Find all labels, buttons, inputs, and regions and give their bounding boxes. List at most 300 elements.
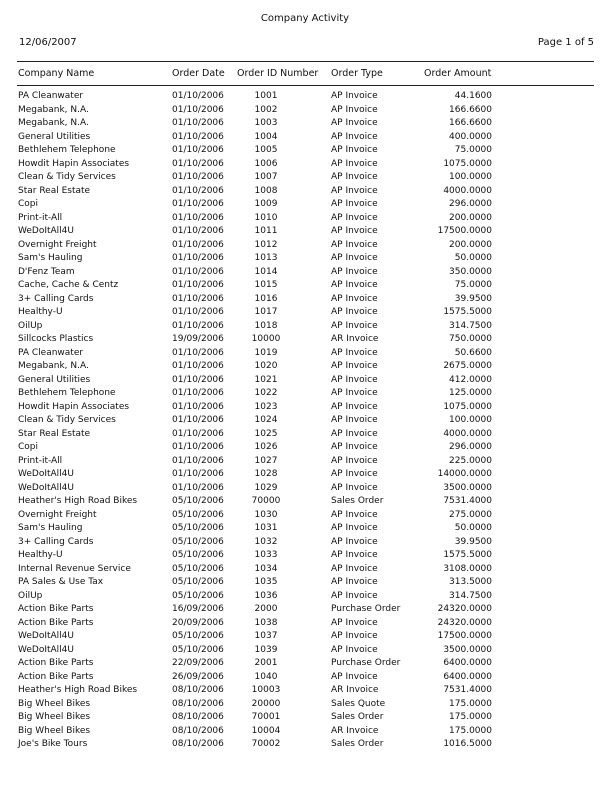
order-type-cell: AP Invoice bbox=[331, 172, 378, 182]
order-amount-cell: 3500.0000 bbox=[443, 644, 492, 655]
company-name-cell: Sam's Hauling bbox=[18, 523, 83, 533]
order-type-cell: AP Invoice bbox=[331, 266, 378, 277]
order-type-cell: AR Invoice bbox=[331, 725, 379, 736]
order-type-cell: AP Invoice bbox=[331, 536, 378, 547]
table-row bbox=[0, 347, 610, 361]
company-name-cell: Copi bbox=[18, 199, 39, 209]
company-name-cell: Bethlehem Telephone bbox=[18, 388, 116, 398]
order-date-cell: 01/10/2006 bbox=[172, 442, 224, 452]
table-row bbox=[0, 630, 610, 644]
company-name-cell: Clean & Tidy Services bbox=[18, 415, 116, 425]
order-date-cell: 01/10/2006 bbox=[172, 428, 224, 439]
order-date-cell: 08/10/2006 bbox=[172, 739, 224, 749]
order-date-cell: 01/10/2006 bbox=[172, 415, 224, 425]
table-row bbox=[0, 266, 610, 280]
company-name-cell: Joe's Bike Tours bbox=[18, 739, 88, 749]
order-amount-cell: 350.0000 bbox=[449, 266, 492, 277]
table-row bbox=[0, 711, 610, 725]
table-row bbox=[0, 117, 610, 131]
order-id-cell: 70000 bbox=[251, 496, 281, 506]
table-row bbox=[0, 617, 610, 631]
order-amount-cell: 100.0000 bbox=[449, 415, 492, 425]
order-date-cell: 01/10/2006 bbox=[172, 118, 224, 128]
order-date-cell: 01/10/2006 bbox=[172, 172, 224, 182]
table-row bbox=[0, 90, 610, 104]
order-id-cell: 1027 bbox=[254, 455, 278, 466]
order-id-cell: 1036 bbox=[254, 590, 278, 601]
order-amount-cell: 1075.0000 bbox=[443, 158, 492, 169]
order-id-cell: 1017 bbox=[254, 307, 278, 317]
company-name-cell: Big Wheel Bikes bbox=[18, 725, 91, 736]
table-row bbox=[0, 293, 610, 307]
order-amount-cell: 200.0000 bbox=[449, 212, 492, 223]
order-type-cell: AP Invoice bbox=[331, 631, 378, 641]
column-header-order-id: Order ID Number bbox=[237, 68, 319, 79]
order-type-cell: AP Invoice bbox=[331, 199, 378, 209]
order-id-cell: 2000 bbox=[254, 604, 278, 614]
order-amount-cell: 7531.4000 bbox=[443, 685, 492, 695]
order-id-cell: 1037 bbox=[254, 631, 278, 641]
column-header-order-amount: Order Amount bbox=[424, 68, 492, 79]
order-type-cell: AP Invoice bbox=[331, 523, 378, 533]
company-name-cell: Star Real Estate bbox=[18, 185, 91, 196]
company-name-cell: Overnight Freight bbox=[18, 509, 97, 520]
order-type-cell: AP Invoice bbox=[331, 469, 378, 479]
order-type-cell: AP Invoice bbox=[331, 509, 378, 520]
company-name-cell: Heather's High Road Bikes bbox=[18, 496, 138, 506]
table-row bbox=[0, 171, 610, 185]
order-date-cell: 01/10/2006 bbox=[172, 226, 224, 236]
order-type-cell: AP Invoice bbox=[331, 361, 378, 371]
order-amount-cell: 314.7500 bbox=[449, 320, 492, 331]
table-row bbox=[0, 563, 610, 577]
company-name-cell: Healthy-U bbox=[18, 307, 63, 317]
order-id-cell: 1005 bbox=[254, 145, 278, 155]
company-name-cell: WeDoItAll4U bbox=[18, 482, 74, 493]
table-row bbox=[0, 320, 610, 334]
table-row bbox=[0, 360, 610, 374]
company-name-cell: Clean & Tidy Services bbox=[18, 172, 116, 182]
order-amount-cell: 50.6600 bbox=[454, 347, 492, 358]
order-date-cell: 01/10/2006 bbox=[172, 199, 224, 209]
order-amount-cell: 50.0000 bbox=[454, 253, 492, 263]
table-row bbox=[0, 698, 610, 712]
order-id-cell: 1024 bbox=[254, 415, 278, 425]
order-type-cell: AP Invoice bbox=[331, 442, 378, 452]
order-type-cell: AP Invoice bbox=[331, 455, 378, 466]
order-amount-cell: 6400.0000 bbox=[443, 671, 492, 682]
order-date-cell: 05/10/2006 bbox=[172, 631, 224, 641]
order-date-cell: 01/10/2006 bbox=[172, 253, 224, 263]
order-amount-cell: 24320.0000 bbox=[437, 604, 492, 614]
order-amount-cell: 296.0000 bbox=[449, 199, 492, 209]
order-id-cell: 1034 bbox=[254, 563, 278, 574]
order-amount-cell: 75.0000 bbox=[454, 280, 492, 290]
order-date-cell: 05/10/2006 bbox=[172, 536, 224, 547]
order-id-cell: 1038 bbox=[254, 617, 278, 628]
table-row bbox=[0, 225, 610, 239]
page-indicator: Page 1 of 5 bbox=[537, 37, 594, 48]
order-id-cell: 10000 bbox=[251, 334, 281, 344]
table-row bbox=[0, 549, 610, 563]
order-date-cell: 05/10/2006 bbox=[172, 577, 224, 587]
top-divider bbox=[17, 61, 594, 62]
report-table-body bbox=[0, 90, 610, 752]
order-type-cell: Sales Order bbox=[331, 712, 384, 722]
table-row bbox=[0, 374, 610, 388]
order-id-cell: 1039 bbox=[254, 644, 278, 655]
order-date-cell: 05/10/2006 bbox=[172, 563, 224, 574]
order-id-cell: 1011 bbox=[254, 226, 278, 236]
order-amount-cell: 175.0000 bbox=[449, 725, 492, 736]
order-date-cell: 01/10/2006 bbox=[172, 374, 224, 385]
order-id-cell: 1006 bbox=[254, 158, 278, 169]
company-name-cell: Megabank, N.A. bbox=[18, 118, 89, 128]
table-row bbox=[0, 131, 610, 145]
order-date-cell: 01/10/2006 bbox=[172, 455, 224, 466]
order-type-cell: AP Invoice bbox=[331, 590, 378, 601]
order-date-cell: 05/10/2006 bbox=[172, 523, 224, 533]
order-id-cell: 1013 bbox=[254, 253, 278, 263]
table-row bbox=[0, 576, 610, 590]
company-name-cell: Cache, Cache & Centz bbox=[18, 280, 119, 290]
order-id-cell: 1007 bbox=[254, 172, 278, 182]
order-type-cell: AR Invoice bbox=[331, 334, 379, 344]
table-row bbox=[0, 536, 610, 550]
order-amount-cell: 6400.0000 bbox=[443, 658, 492, 668]
table-row bbox=[0, 657, 610, 671]
order-date-cell: 01/10/2006 bbox=[172, 280, 224, 290]
order-id-cell: 20000 bbox=[251, 698, 281, 709]
order-amount-cell: 1016.5000 bbox=[443, 739, 492, 749]
company-name-cell: Bethlehem Telephone bbox=[18, 145, 116, 155]
order-date-cell: 08/10/2006 bbox=[172, 725, 224, 736]
order-id-cell: 1029 bbox=[254, 482, 278, 493]
table-row bbox=[0, 482, 610, 496]
table-row bbox=[0, 252, 610, 266]
table-row bbox=[0, 333, 610, 347]
company-name-cell: Print-it-All bbox=[18, 455, 63, 466]
order-type-cell: AP Invoice bbox=[331, 104, 378, 115]
order-id-cell: 1018 bbox=[254, 320, 278, 331]
order-date-cell: 01/10/2006 bbox=[172, 361, 224, 371]
order-amount-cell: 314.7500 bbox=[449, 590, 492, 601]
order-type-cell: Purchase Order bbox=[331, 658, 401, 668]
table-row bbox=[0, 158, 610, 172]
order-amount-cell: 412.0000 bbox=[449, 374, 492, 385]
order-type-cell: AP Invoice bbox=[331, 118, 378, 128]
company-name-cell: Megabank, N.A. bbox=[18, 361, 89, 371]
order-type-cell: Sales Quote bbox=[331, 698, 386, 709]
order-type-cell: AP Invoice bbox=[331, 293, 378, 304]
order-date-cell: 01/10/2006 bbox=[172, 104, 224, 115]
order-amount-cell: 14000.0000 bbox=[437, 469, 492, 479]
order-id-cell: 2001 bbox=[254, 658, 278, 668]
order-id-cell: 1008 bbox=[254, 185, 278, 196]
company-name-cell: Action Bike Parts bbox=[18, 671, 94, 682]
company-name-cell: 3+ Calling Cards bbox=[18, 293, 94, 304]
order-id-cell: 70001 bbox=[251, 712, 281, 722]
order-date-cell: 01/10/2006 bbox=[172, 469, 224, 479]
order-date-cell: 01/10/2006 bbox=[172, 401, 224, 412]
order-type-cell: AP Invoice bbox=[331, 226, 378, 236]
order-date-cell: 01/10/2006 bbox=[172, 307, 224, 317]
table-row bbox=[0, 671, 610, 685]
table-row bbox=[0, 644, 610, 658]
company-name-cell: PA Cleanwater bbox=[18, 347, 84, 358]
order-type-cell: AP Invoice bbox=[331, 644, 378, 655]
order-id-cell: 1026 bbox=[254, 442, 278, 452]
order-date-cell: 01/10/2006 bbox=[172, 131, 224, 142]
order-id-cell: 1040 bbox=[254, 671, 278, 682]
order-date-cell: 19/09/2006 bbox=[172, 334, 224, 344]
order-id-cell: 1022 bbox=[254, 388, 278, 398]
order-date-cell: 05/10/2006 bbox=[172, 550, 224, 560]
company-name-cell: Megabank, N.A. bbox=[18, 104, 89, 115]
order-id-cell: 1028 bbox=[254, 469, 278, 479]
order-type-cell: AP Invoice bbox=[331, 131, 378, 142]
table-row bbox=[0, 603, 610, 617]
company-name-cell: Howdit Hapin Associates bbox=[18, 401, 130, 412]
order-amount-cell: 175.0000 bbox=[449, 698, 492, 709]
order-type-cell: AR Invoice bbox=[331, 685, 379, 695]
order-amount-cell: 100.0000 bbox=[449, 172, 492, 182]
table-row bbox=[0, 455, 610, 469]
order-date-cell: 20/09/2006 bbox=[172, 617, 224, 628]
column-header-order-type: Order Type bbox=[331, 68, 383, 79]
company-name-cell: General Utilities bbox=[18, 374, 91, 385]
order-amount-cell: 275.0000 bbox=[449, 509, 492, 520]
company-name-cell: OilUp bbox=[18, 590, 43, 601]
company-name-cell: PA Sales & Use Tax bbox=[18, 577, 104, 587]
order-id-cell: 1010 bbox=[254, 212, 278, 223]
order-type-cell: AP Invoice bbox=[331, 91, 378, 101]
order-amount-cell: 3108.0000 bbox=[443, 563, 492, 574]
order-date-cell: 08/10/2006 bbox=[172, 698, 224, 709]
order-date-cell: 01/10/2006 bbox=[172, 91, 224, 101]
order-date-cell: 05/10/2006 bbox=[172, 644, 224, 655]
order-date-cell: 01/10/2006 bbox=[172, 482, 224, 493]
column-header-order-date: Order Date bbox=[172, 68, 225, 79]
order-id-cell: 1031 bbox=[254, 523, 278, 533]
order-id-cell: 1021 bbox=[254, 374, 278, 385]
company-name-cell: Sillcocks Plastics bbox=[18, 334, 94, 344]
order-id-cell: 70002 bbox=[251, 739, 281, 749]
order-id-cell: 1002 bbox=[254, 104, 278, 115]
order-id-cell: 1023 bbox=[254, 401, 278, 412]
order-date-cell: 01/10/2006 bbox=[172, 266, 224, 277]
order-amount-cell: 313.5000 bbox=[449, 577, 492, 587]
order-amount-cell: 4000.0000 bbox=[443, 185, 492, 196]
order-amount-cell: 166.6600 bbox=[449, 104, 492, 115]
table-row bbox=[0, 279, 610, 293]
order-type-cell: Sales Order bbox=[331, 496, 384, 506]
order-id-cell: 1004 bbox=[254, 131, 278, 142]
company-name-cell: Heather's High Road Bikes bbox=[18, 685, 138, 695]
order-amount-cell: 50.0000 bbox=[454, 523, 492, 533]
order-id-cell: 1015 bbox=[254, 280, 278, 290]
order-type-cell: AP Invoice bbox=[331, 617, 378, 628]
order-id-cell: 1003 bbox=[254, 118, 278, 128]
company-name-cell: Print-it-All bbox=[18, 212, 63, 223]
order-type-cell: AP Invoice bbox=[331, 320, 378, 331]
order-id-cell: 1025 bbox=[254, 428, 278, 439]
order-amount-cell: 7531.4000 bbox=[443, 496, 492, 506]
order-date-cell: 01/10/2006 bbox=[172, 212, 224, 223]
order-type-cell: AP Invoice bbox=[331, 185, 378, 196]
order-amount-cell: 1575.5000 bbox=[443, 307, 492, 317]
order-id-cell: 1033 bbox=[254, 550, 278, 560]
order-type-cell: AP Invoice bbox=[331, 563, 378, 574]
order-id-cell: 1035 bbox=[254, 577, 278, 587]
order-type-cell: AP Invoice bbox=[331, 145, 378, 155]
order-date-cell: 01/10/2006 bbox=[172, 185, 224, 196]
order-type-cell: AP Invoice bbox=[331, 671, 378, 682]
table-row bbox=[0, 198, 610, 212]
company-name-cell: WeDoItAll4U bbox=[18, 469, 74, 479]
order-id-cell: 1020 bbox=[254, 361, 278, 371]
order-date-cell: 01/10/2006 bbox=[172, 347, 224, 358]
table-row bbox=[0, 185, 610, 199]
order-amount-cell: 39.9500 bbox=[454, 536, 492, 547]
order-id-cell: 1014 bbox=[254, 266, 278, 277]
table-row bbox=[0, 414, 610, 428]
company-name-cell: PA Cleanwater bbox=[18, 91, 84, 101]
table-row bbox=[0, 590, 610, 604]
order-type-cell: AP Invoice bbox=[331, 158, 378, 169]
company-name-cell: Copi bbox=[18, 442, 39, 452]
order-amount-cell: 4000.0000 bbox=[443, 428, 492, 439]
company-name-cell: Action Bike Parts bbox=[18, 658, 94, 668]
order-id-cell: 10004 bbox=[251, 725, 281, 736]
report-title: Company Activity bbox=[260, 13, 350, 24]
order-type-cell: AP Invoice bbox=[331, 239, 378, 250]
table-row bbox=[0, 104, 610, 118]
order-type-cell: AP Invoice bbox=[331, 307, 378, 317]
company-name-cell: Healthy-U bbox=[18, 550, 63, 560]
order-id-cell: 1012 bbox=[254, 239, 278, 250]
table-row bbox=[0, 428, 610, 442]
order-amount-cell: 39.9500 bbox=[454, 293, 492, 304]
company-name-cell: Star Real Estate bbox=[18, 428, 91, 439]
order-type-cell: AP Invoice bbox=[331, 347, 378, 358]
order-date-cell: 08/10/2006 bbox=[172, 685, 224, 695]
order-date-cell: 16/09/2006 bbox=[172, 604, 224, 614]
company-name-cell: Action Bike Parts bbox=[18, 617, 94, 628]
order-amount-cell: 750.0000 bbox=[449, 334, 492, 344]
order-type-cell: AP Invoice bbox=[331, 388, 378, 398]
order-type-cell: Sales Order bbox=[331, 739, 384, 749]
order-date-cell: 05/10/2006 bbox=[172, 496, 224, 506]
header-divider bbox=[17, 85, 594, 86]
order-amount-cell: 3500.0000 bbox=[443, 482, 492, 493]
table-row bbox=[0, 522, 610, 536]
table-row bbox=[0, 387, 610, 401]
order-type-cell: AP Invoice bbox=[331, 253, 378, 263]
order-id-cell: 1016 bbox=[254, 293, 278, 304]
order-amount-cell: 2675.0000 bbox=[443, 361, 492, 371]
company-name-cell: 3+ Calling Cards bbox=[18, 536, 94, 547]
order-amount-cell: 175.0000 bbox=[449, 712, 492, 722]
order-id-cell: 1009 bbox=[254, 199, 278, 209]
company-name-cell: Big Wheel Bikes bbox=[18, 698, 91, 709]
order-amount-cell: 75.0000 bbox=[454, 145, 492, 155]
order-id-cell: 10003 bbox=[251, 685, 281, 695]
order-type-cell: AP Invoice bbox=[331, 374, 378, 385]
company-name-cell: Howdit Hapin Associates bbox=[18, 158, 130, 169]
order-type-cell: AP Invoice bbox=[331, 212, 378, 223]
order-date-cell: 26/09/2006 bbox=[172, 671, 224, 682]
report-date: 12/06/2007 bbox=[19, 37, 77, 48]
order-date-cell: 01/10/2006 bbox=[172, 158, 224, 169]
order-type-cell: AP Invoice bbox=[331, 280, 378, 290]
table-row bbox=[0, 509, 610, 523]
table-row bbox=[0, 306, 610, 320]
order-type-cell: AP Invoice bbox=[331, 577, 378, 587]
order-amount-cell: 200.0000 bbox=[449, 239, 492, 250]
table-row bbox=[0, 738, 610, 752]
company-name-cell: WeDoItAll4U bbox=[18, 226, 74, 236]
order-date-cell: 01/10/2006 bbox=[172, 388, 224, 398]
column-header-company-name: Company Name bbox=[18, 68, 95, 79]
table-row bbox=[0, 468, 610, 482]
company-name-cell: Internal Revenue Service bbox=[18, 563, 131, 574]
order-amount-cell: 1075.0000 bbox=[443, 401, 492, 412]
table-row bbox=[0, 441, 610, 455]
order-date-cell: 01/10/2006 bbox=[172, 239, 224, 250]
order-amount-cell: 125.0000 bbox=[449, 388, 492, 398]
order-amount-cell: 225.0000 bbox=[449, 455, 492, 466]
order-amount-cell: 17500.0000 bbox=[437, 226, 492, 236]
company-name-cell: Big Wheel Bikes bbox=[18, 712, 91, 722]
order-type-cell: AP Invoice bbox=[331, 482, 378, 493]
company-name-cell: WeDoItAll4U bbox=[18, 631, 74, 641]
order-amount-cell: 24320.0000 bbox=[437, 617, 492, 628]
company-name-cell: General Utilities bbox=[18, 131, 91, 142]
table-row bbox=[0, 495, 610, 509]
order-date-cell: 01/10/2006 bbox=[172, 145, 224, 155]
order-date-cell: 01/10/2006 bbox=[172, 293, 224, 304]
company-name-cell: Action Bike Parts bbox=[18, 604, 94, 614]
company-name-cell: Overnight Freight bbox=[18, 239, 97, 250]
order-type-cell: AP Invoice bbox=[331, 550, 378, 560]
order-date-cell: 22/09/2006 bbox=[172, 658, 224, 668]
table-row bbox=[0, 725, 610, 739]
table-row bbox=[0, 144, 610, 158]
order-date-cell: 01/10/2006 bbox=[172, 320, 224, 331]
table-row bbox=[0, 401, 610, 415]
order-amount-cell: 166.6600 bbox=[449, 118, 492, 128]
order-type-cell: AP Invoice bbox=[331, 428, 378, 439]
order-type-cell: AP Invoice bbox=[331, 401, 378, 412]
order-date-cell: 08/10/2006 bbox=[172, 712, 224, 722]
table-row bbox=[0, 239, 610, 253]
order-amount-cell: 1575.5000 bbox=[443, 550, 492, 560]
company-name-cell: OilUp bbox=[18, 320, 43, 331]
order-amount-cell: 296.0000 bbox=[449, 442, 492, 452]
company-name-cell: WeDoItAll4U bbox=[18, 644, 74, 655]
order-date-cell: 05/10/2006 bbox=[172, 509, 224, 520]
order-amount-cell: 400.0000 bbox=[449, 131, 492, 142]
order-id-cell: 1030 bbox=[254, 509, 278, 520]
table-row bbox=[0, 212, 610, 226]
order-type-cell: AP Invoice bbox=[331, 415, 378, 425]
order-id-cell: 1032 bbox=[254, 536, 278, 547]
order-id-cell: 1001 bbox=[254, 91, 278, 101]
order-amount-cell: 44.1600 bbox=[454, 91, 492, 101]
order-date-cell: 05/10/2006 bbox=[172, 590, 224, 601]
order-amount-cell: 17500.0000 bbox=[437, 631, 492, 641]
